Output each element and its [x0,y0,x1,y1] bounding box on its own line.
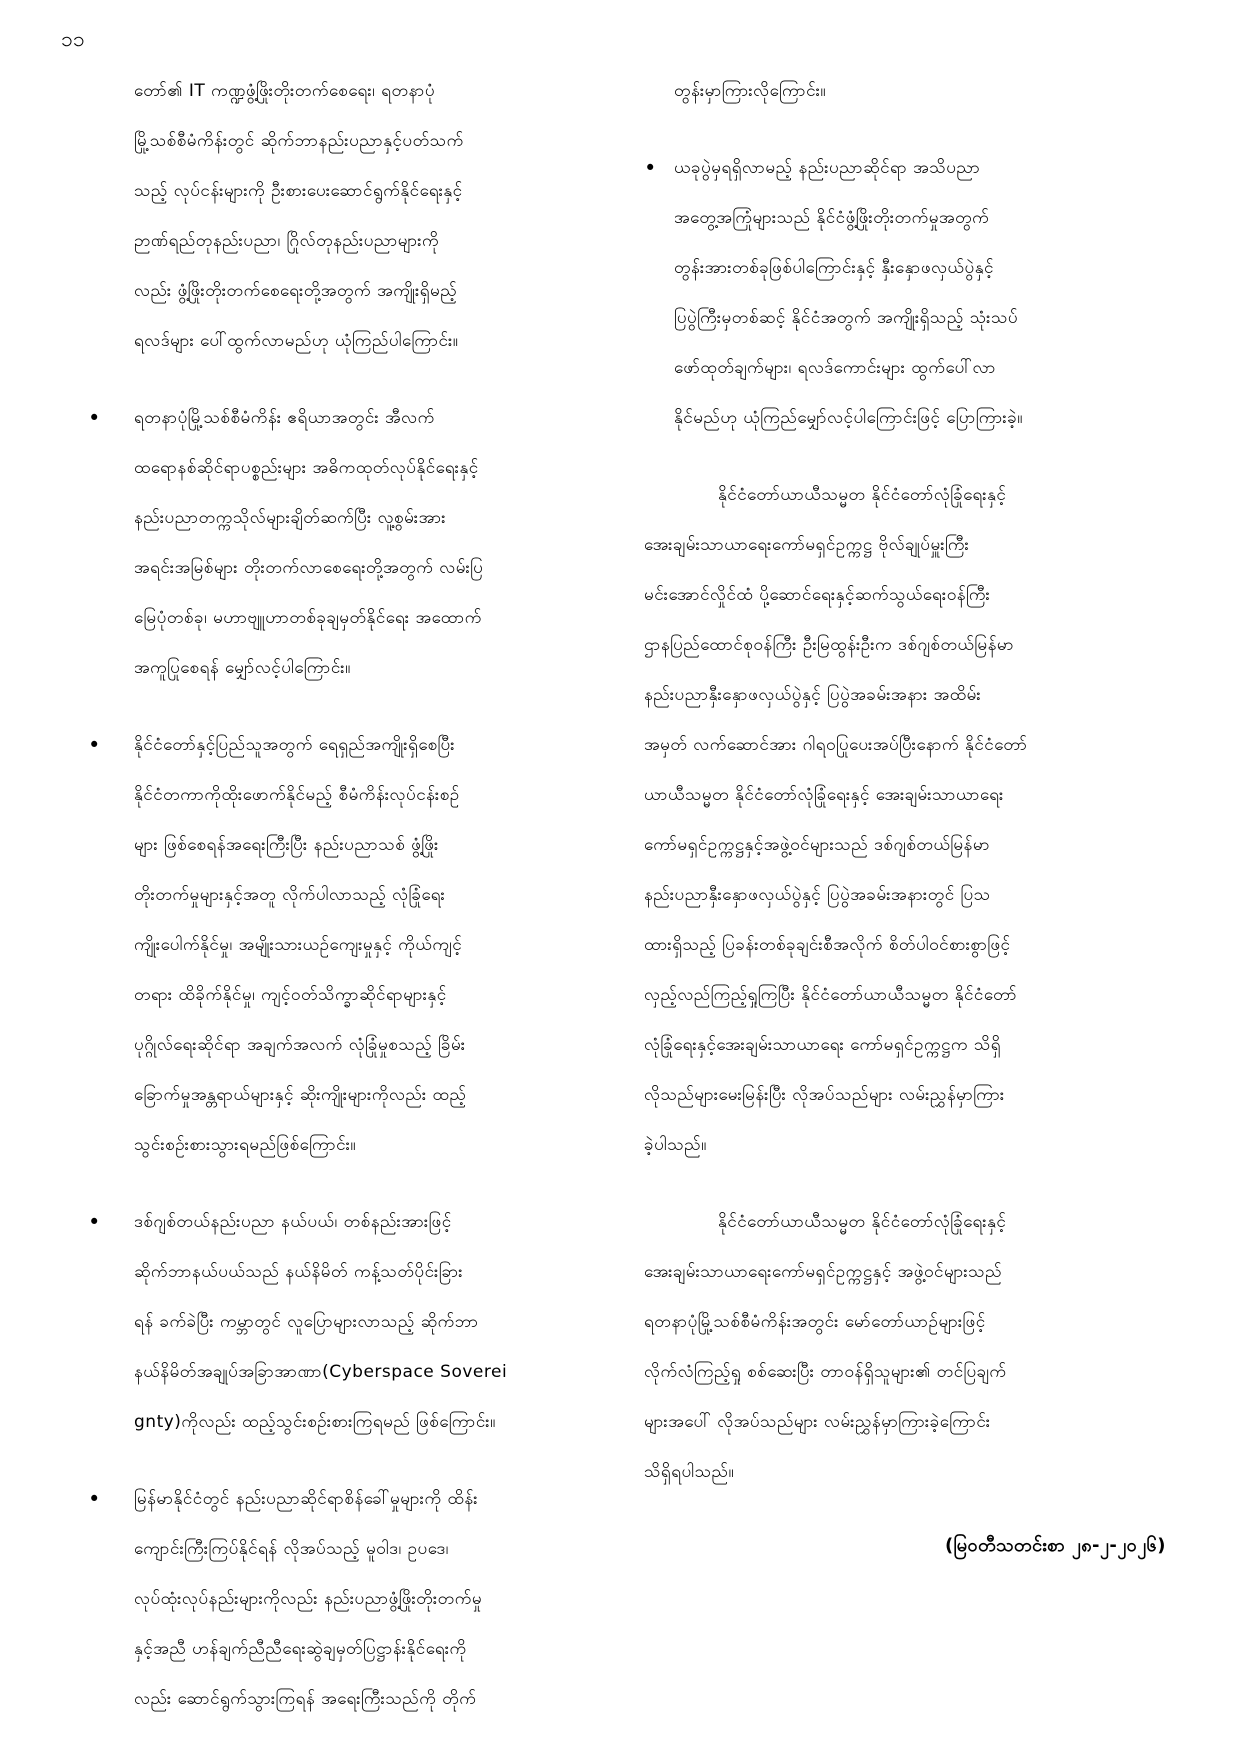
bulleted-paragraph [644,143,1166,443]
text-line: နိုင်ငံတော်နှင့်ပြည်သူအတွက် ရေရှည်အကျိုးရှိစေပြီး [134,735,456,755]
text-line: မင်းအောင်လှိုင်ထံ ပို့ဆောင်ရေးနှင့်ဆက်သွယ်ရေးဝန်ကြီး [644,585,991,605]
text-line: ကျောင်းကြီးကြပ်နိုင်ရန် လိုအပ်သည့် မူဝါဒ၊ ဥပဒေ၊ [134,1539,449,1559]
bullet-marker: • [88,406,101,430]
column-right-paragraphs [644,66,1166,1497]
text-line: သွင်းစဉ်းစားသွားရမည်ဖြစ်ကြောင်း။ [134,1135,357,1155]
text-line: ယခုပွဲမှရရှိလာမည့် နည်းပညာဆိုင်ရာ အသိပညာ [674,158,981,178]
text-line: ဒစ်ဂျစ်တယ်နည်းပညာ နယ်ပယ်၊ တစ်နည်းအားဖြင့် [134,1212,452,1232]
text-line: နိုင်ငံတော်ယာယီသမ္မတ နိုင်ငံတော်လုံခြုံရေးနှင့် [718,1212,1007,1232]
column-right [644,66,1166,1571]
text-line: တွန်းအားတစ်ခုဖြစ်ပါကြောင်းနှင့် နှီးနှောဖလှယ်ပွဲနှင့် [674,258,994,278]
text-line: အရင်းအမြစ်များ တိုးတက်လာစေရေးတို့အတွက် လမ်းပြ [134,558,484,578]
text-line: အမှတ် လက်ဆောင်အား ဂါရဝပြုပေးအပ်ပြီးနောက် နိုင်ငံတော် [644,735,1028,755]
text-line: အတွေ့အကြုံများသည် နိုင်ငံဖွံ့ဖြိုးတိုးတက်မှုအတွက် [674,208,990,228]
text-line: ကျိုးပေါက်နိုင်မှု၊ အမျိုးသားယဉ်ကျေးမှုနှင့် ကိုယ်ကျင့် [134,935,463,955]
text-line: လှည့်လည်ကြည့်ရှုကြပြီး နိုင်ငံတော်ယာယီသမ္မတ နိုင်ငံတော် [644,985,1018,1005]
paragraph [644,470,1166,1170]
text-line: ထရောနစ်ဆိုင်ရာပစ္စည်းများ အဓိကထုတ်လုပ်နိုင်ရေးနှင့် [134,458,479,478]
text-line: နည်းပညာတက္ကသိုလ်များချိတ်ဆက်ပြီး လူ့စွမ်းအား [134,508,447,528]
text-line: တော်၏ IT ကဏ္ဍဖွံ့ဖြိုးတိုးတက်စေရေး၊ ရတနာပုံ [134,81,436,101]
text-line: သည့် လုပ်ငန်းများကို ဦးစားပေးဆောင်ရွက်နိုင်ရေးနှင့် [134,181,463,201]
text-line: ရတနာပုံမြို့သစ်စီမံကိန်း ဧရိယာအတွင်း အီလက် [134,408,435,428]
text-line: အေးချမ်းသာယာရေးကော်မရှင်ဥက္ကဋ္ဌ ဗိုလ်ချုပ်မှူးကြီး [644,535,970,555]
text-line: gnty)ကိုလည်း ထည့်သွင်းစဉ်းစားကြရမည် ဖြစ်ကြောင်း။ [134,1412,496,1432]
paragraph [88,66,622,366]
text-line: ဌာနပြည်ထောင်စုဝန်ကြီး ဦးမြထွန်းဦးက ဒစ်ဂျစ်တယ်မြန်မာ [644,635,1015,655]
text-line: နယ်နိမိတ်အချုပ်အခြာအာဏာ(Cyberspace Soverei [134,1362,508,1382]
text-line: မြို့သစ်စီမံကိန်းတွင် ဆိုက်ဘာနည်းပညာနှင့်ပတ်သက် [134,131,464,151]
text-line: လိုက်လံကြည့်ရှု စစ်ဆေးပြီး တာဝန်ရှိသူများ၏ တင်ပြချက် [644,1362,1007,1382]
text-line: ဆိုက်ဘာနယ်ပယ်သည် နယ်နိမိတ် ကန့်သတ်ပိုင်းခြား [134,1262,464,1282]
paragraph-lines [134,66,622,366]
paragraph-lines [644,470,1166,1170]
page-number: ၁၁ [61,27,85,51]
text-line: တွန်းမှာကြားလိုကြောင်း။ [674,81,827,101]
paragraph-lines [134,1474,622,1724]
paragraph-lines [134,1197,622,1447]
text-line: တရား ထိခိုက်နိုင်မှု၊ ကျင့်ဝတ်သိက္ခာဆိုင်ရာများနှင့် [134,985,447,1005]
text-line: နည်းပညာနှီးနှောဖလှယ်ပွဲနှင့် ပြပွဲအခမ်းအနားတွင် ပြသ [644,885,991,905]
column-left-paragraphs [88,66,622,1724]
text-line: ယာယီသမ္မတ နိုင်ငံတော်လုံခြုံရေးနှင့် အေးချမ်းသာယာရေး [644,785,1004,805]
text-line: လိုသည်များမေးမြန်းပြီး လိုအပ်သည်များ လမ်းညွှန်မှာကြား [644,1085,1005,1105]
bulleted-paragraph [88,720,622,1170]
paragraph-lines [674,143,1166,443]
text-line: လည်း ဆောင်ရွက်သွားကြရန် အရေးကြီးသည်ကို တိုက် [134,1689,477,1709]
text-line: တိုးတက်မှုများနှင့်အတူ လိုက်ပါလာသည့် လုံခြုံရေး [134,885,446,905]
column-left [88,66,622,1724]
text-line: နည်းပညာနှီးနှောဖလှယ်ပွဲနှင့် ပြပွဲအခမ်းအနား အထိမ်း [644,685,982,705]
bulleted-paragraph [88,1474,622,1724]
text-line: ကော်မရှင်ဥက္ကဋ္ဌနှင့်အဖွဲ့ဝင်များသည် ဒစ်ဂျစ်တယ်မြန်မာ [644,835,991,855]
bullet-marker: • [88,1210,101,1234]
bullet-marker: • [88,1487,101,1511]
text-line: မြန်မာနိုင်ငံတွင် နည်းပညာဆိုင်ရာစိန်ခေါ်မှုများကို ထိန်း [134,1489,479,1509]
bulleted-paragraph [88,393,622,693]
text-line: ထားရှိသည့် ပြခန်းတစ်ခုချင်းစီအလိုက် စိတ်ပါဝင်စားစွာဖြင့် [644,935,1011,955]
text-line: လုံခြုံရေးနှင့်အေးချမ်းသာယာရေး ကော်မရှင်ဥက္ကဋ္ဌက သိရှိ [644,1035,1002,1055]
citation: (မြဝတီသတင်းစာ ၂၈-၂-၂၀၂၆) [944,1535,1166,1556]
text-line: ခဲ့ပါသည်။ [644,1135,707,1155]
text-line: ခြောက်မှုအန္တရာယ်များနှင့် ဆိုးကျိုးများကိုလည်း ထည့် [134,1085,467,1105]
text-line: နိုင်ငံတကာကိုထိုးဖောက်နိုင်မည့် စီမံကိန်းလုပ်ငန်းစဉ် [134,785,460,805]
text-line: အကူပြုစေရန် မျှော်လင့်ပါကြောင်း။ [134,658,351,678]
text-line: နှင့်အညီ ဟန်ချက်ညီညီရေးဆွဲချမှတ်ပြဋ္ဌာန်းနိုင်ရေးကို [134,1639,467,1659]
text-line: သိရှိရပါသည်။ [644,1462,735,1482]
text-line: နိုင်မည်ဟု ယုံကြည်မျှော်လင့်ပါကြောင်းဖြင့် ပြောကြားခဲ့။ [674,408,1023,428]
paragraph-lines [674,66,1166,116]
text-line: လုပ်ထုံးလုပ်နည်းများကိုလည်း နည်းပညာဖွံ့ဖြိုးတိုးတက်မှု [134,1589,483,1609]
bulleted-paragraph [88,1197,622,1447]
paragraph [644,1197,1166,1497]
text-line: များအပေါ် လိုအပ်သည်များ လမ်းညွှန်မှာကြားခဲ့ကြောင်း [644,1412,991,1432]
paragraph-lines [644,1197,1166,1497]
text-line: ပြပွဲကြီးမှတစ်ဆင့် နိုင်ငံအတွက် အကျိုးရှိသည့် သုံးသပ် [674,308,1019,328]
text-line: မြေပုံတစ်ခု၊ မဟာဗျူဟာတစ်ခုချမှတ်နိုင်ရေး အထောက် [134,608,482,628]
paragraph [644,66,1166,116]
text-line: အေးချမ်းသာယာရေးကော်မရှင်ဥက္ကဋ္ဌနှင့် အဖွဲ့ဝင်များသည် [644,1262,1003,1282]
text-line: များ ဖြစ်စေရန်အရေးကြီးပြီး နည်းပညာသစ် ဖွံ့ဖြိုး [134,835,439,855]
text-line: ပုဂ္ဂိုလ်ရေးဆိုင်ရာ အချက်အလက် လုံခြုံမှုစသည့် ခြိမ်း [134,1035,466,1055]
text-line: ဉာဏ်ရည်တုနည်းပညာ၊ ဂြိုလ်တုနည်းပညာများကို [134,231,440,251]
bullet-marker: • [88,733,101,757]
text-line: လည်း ဖွံ့ဖြိုးတိုးတက်စေရေးတို့အတွက် အကျိုးရှိမည့် [134,281,458,301]
text-line: ရလဒ်များ ပေါ်ထွက်လာမည်ဟု ယုံကြည်ပါကြောင်း။ [134,331,459,351]
text-line: ရတနာပုံမြို့သစ်စီမံကိန်းအတွင်း မော်တော်ယာဉ်များဖြင့် [644,1312,986,1332]
text-line: ဖော်ထုတ်ချက်များ၊ ရလဒ်ကောင်းများ ထွက်ပေါ်လာ [674,358,996,378]
bullet-marker: • [644,156,657,180]
text-line: နိုင်ငံတော်ယာယီသမ္မတ နိုင်ငံတော်လုံခြုံရေးနှင့် [718,485,1007,505]
text-line: ရန် ခက်ခဲပြီး ကမ္ဘာတွင် လူပြောများလာသည့် ဆိုက်ဘာ [134,1312,479,1332]
paragraph-lines [134,720,622,1170]
paragraph-lines [134,393,622,693]
